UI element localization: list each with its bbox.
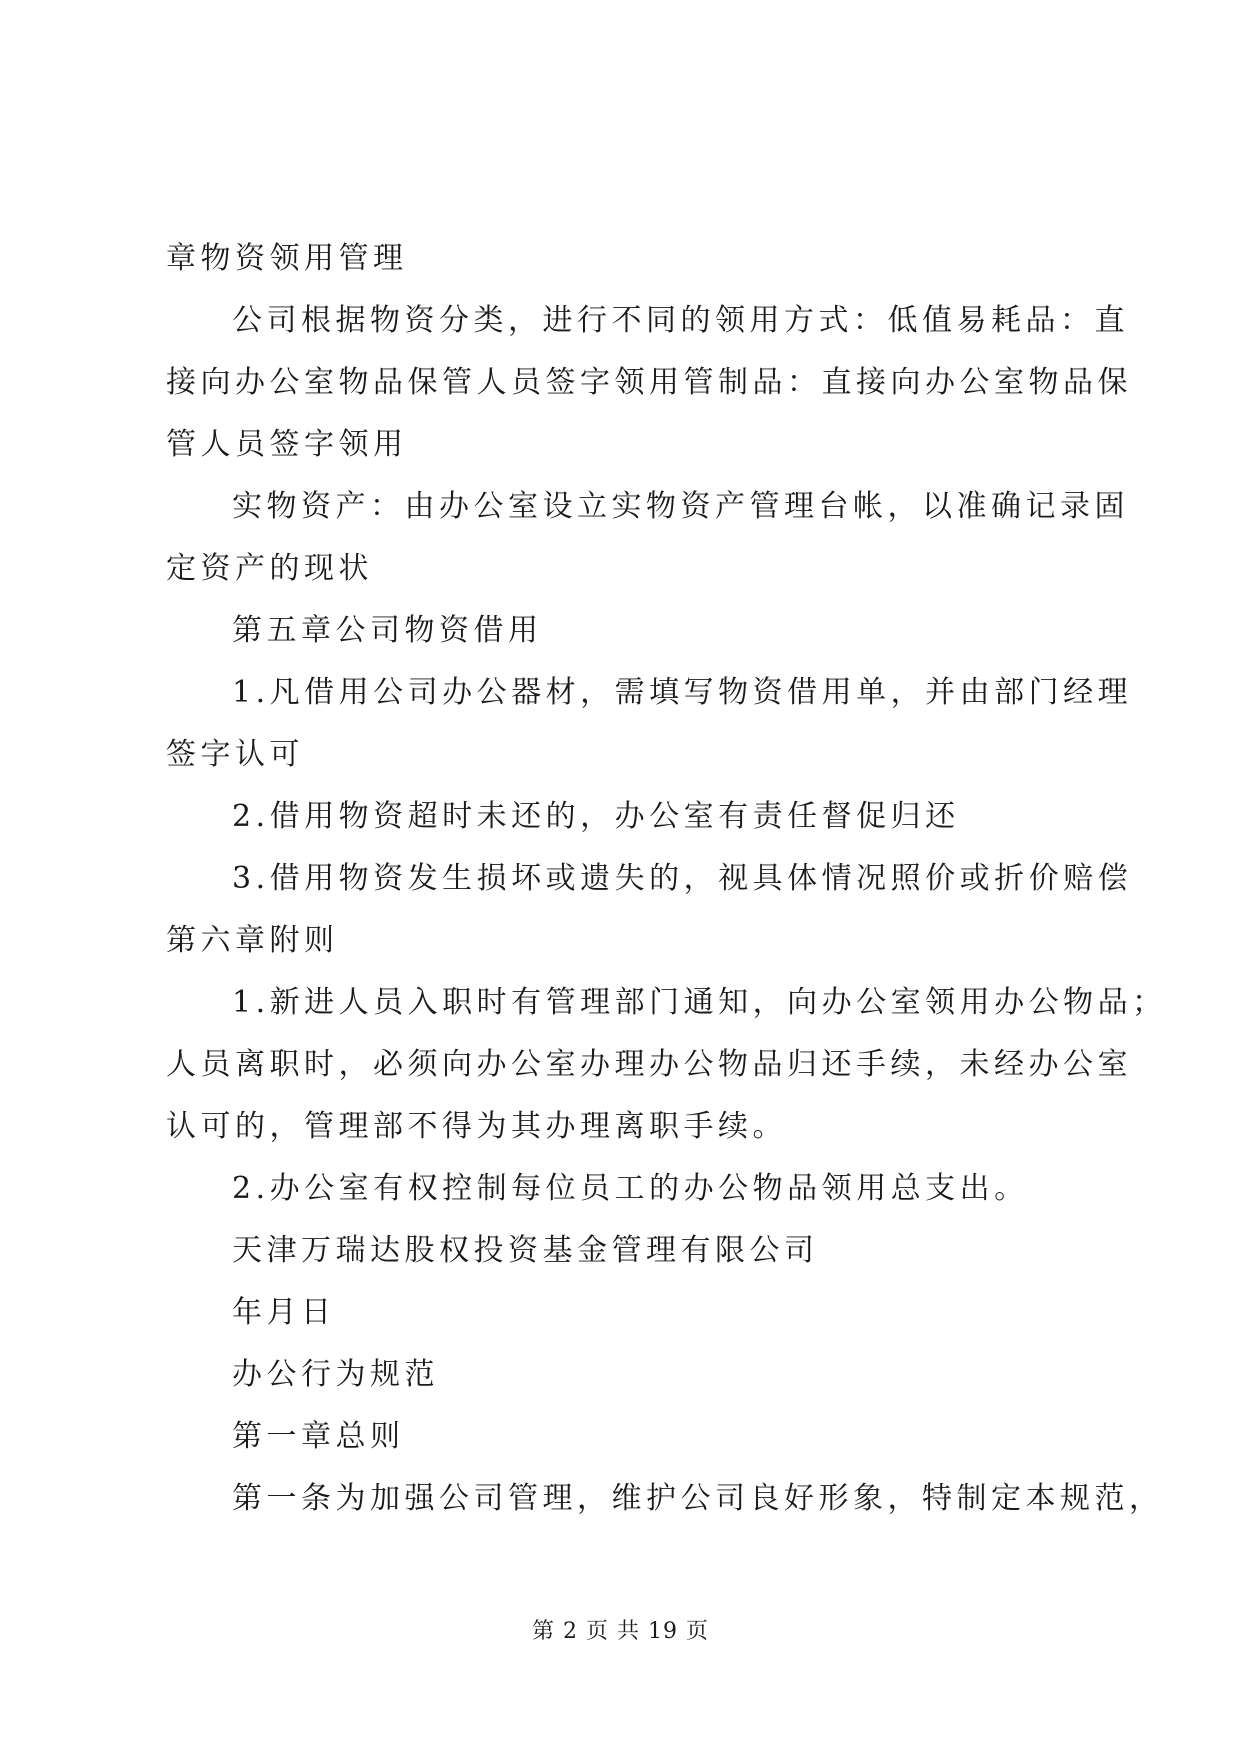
paragraph-line: 定资产的现状	[166, 551, 373, 586]
paragraph-line: 人员离职时，必须向办公室办理办公物品归还手续，未经办公室	[166, 1047, 1132, 1082]
paragraph-line: 第一条为加强公司管理，维护公司良好形象，特制定本规范，	[232, 1481, 1164, 1516]
paragraph-line: 年月日	[232, 1295, 336, 1330]
paragraph-line: 1.凡借用公司办公器材，需填写物资借用单，并由部门经理	[232, 675, 1133, 710]
paragraph-line: 管人员签字领用	[166, 427, 408, 462]
paragraph-line: 第一章总则	[232, 1419, 405, 1454]
paragraph-line: 章物资领用管理	[166, 241, 408, 276]
page-footer: 第 2 页 共 19 页	[532, 1619, 709, 1644]
paragraph-line: 公司根据物资分类，进行不同的领用方式：低值易耗品：直	[232, 303, 1129, 338]
paragraph-line: 认可的，管理部不得为其办理离职手续。	[166, 1109, 787, 1144]
paragraph-line: 天津万瑞达股权投资基金管理有限公司	[232, 1233, 819, 1268]
paragraph-line: 接向办公室物品保管人员签字领用管制品：直接向办公室物品保	[166, 365, 1132, 400]
paragraph-line: 第六章附则	[166, 923, 339, 958]
paragraph-line: 2.借用物资超时未还的，办公室有责任督促归还	[232, 799, 960, 834]
document-body	[166, 228, 1167, 1530]
paragraph-line: 办公行为规范	[232, 1357, 439, 1392]
paragraph-line: 2.办公室有权控制每位员工的办公物品领用总支出。	[232, 1171, 1029, 1206]
paragraph-line: 1.新进人员入职时有管理部门通知，向办公室领用办公物品；	[232, 985, 1167, 1020]
paragraph-line: 签字认可	[166, 737, 304, 772]
paragraph-line: 实物资产：由办公室设立实物资产管理台帐，以准确记录固	[232, 489, 1129, 524]
paragraph-line: 第五章公司物资借用	[232, 613, 543, 648]
paragraph-line: 3.借用物资发生损坏或遗失的，视具体情况照价或折价赔偿	[232, 861, 1133, 896]
